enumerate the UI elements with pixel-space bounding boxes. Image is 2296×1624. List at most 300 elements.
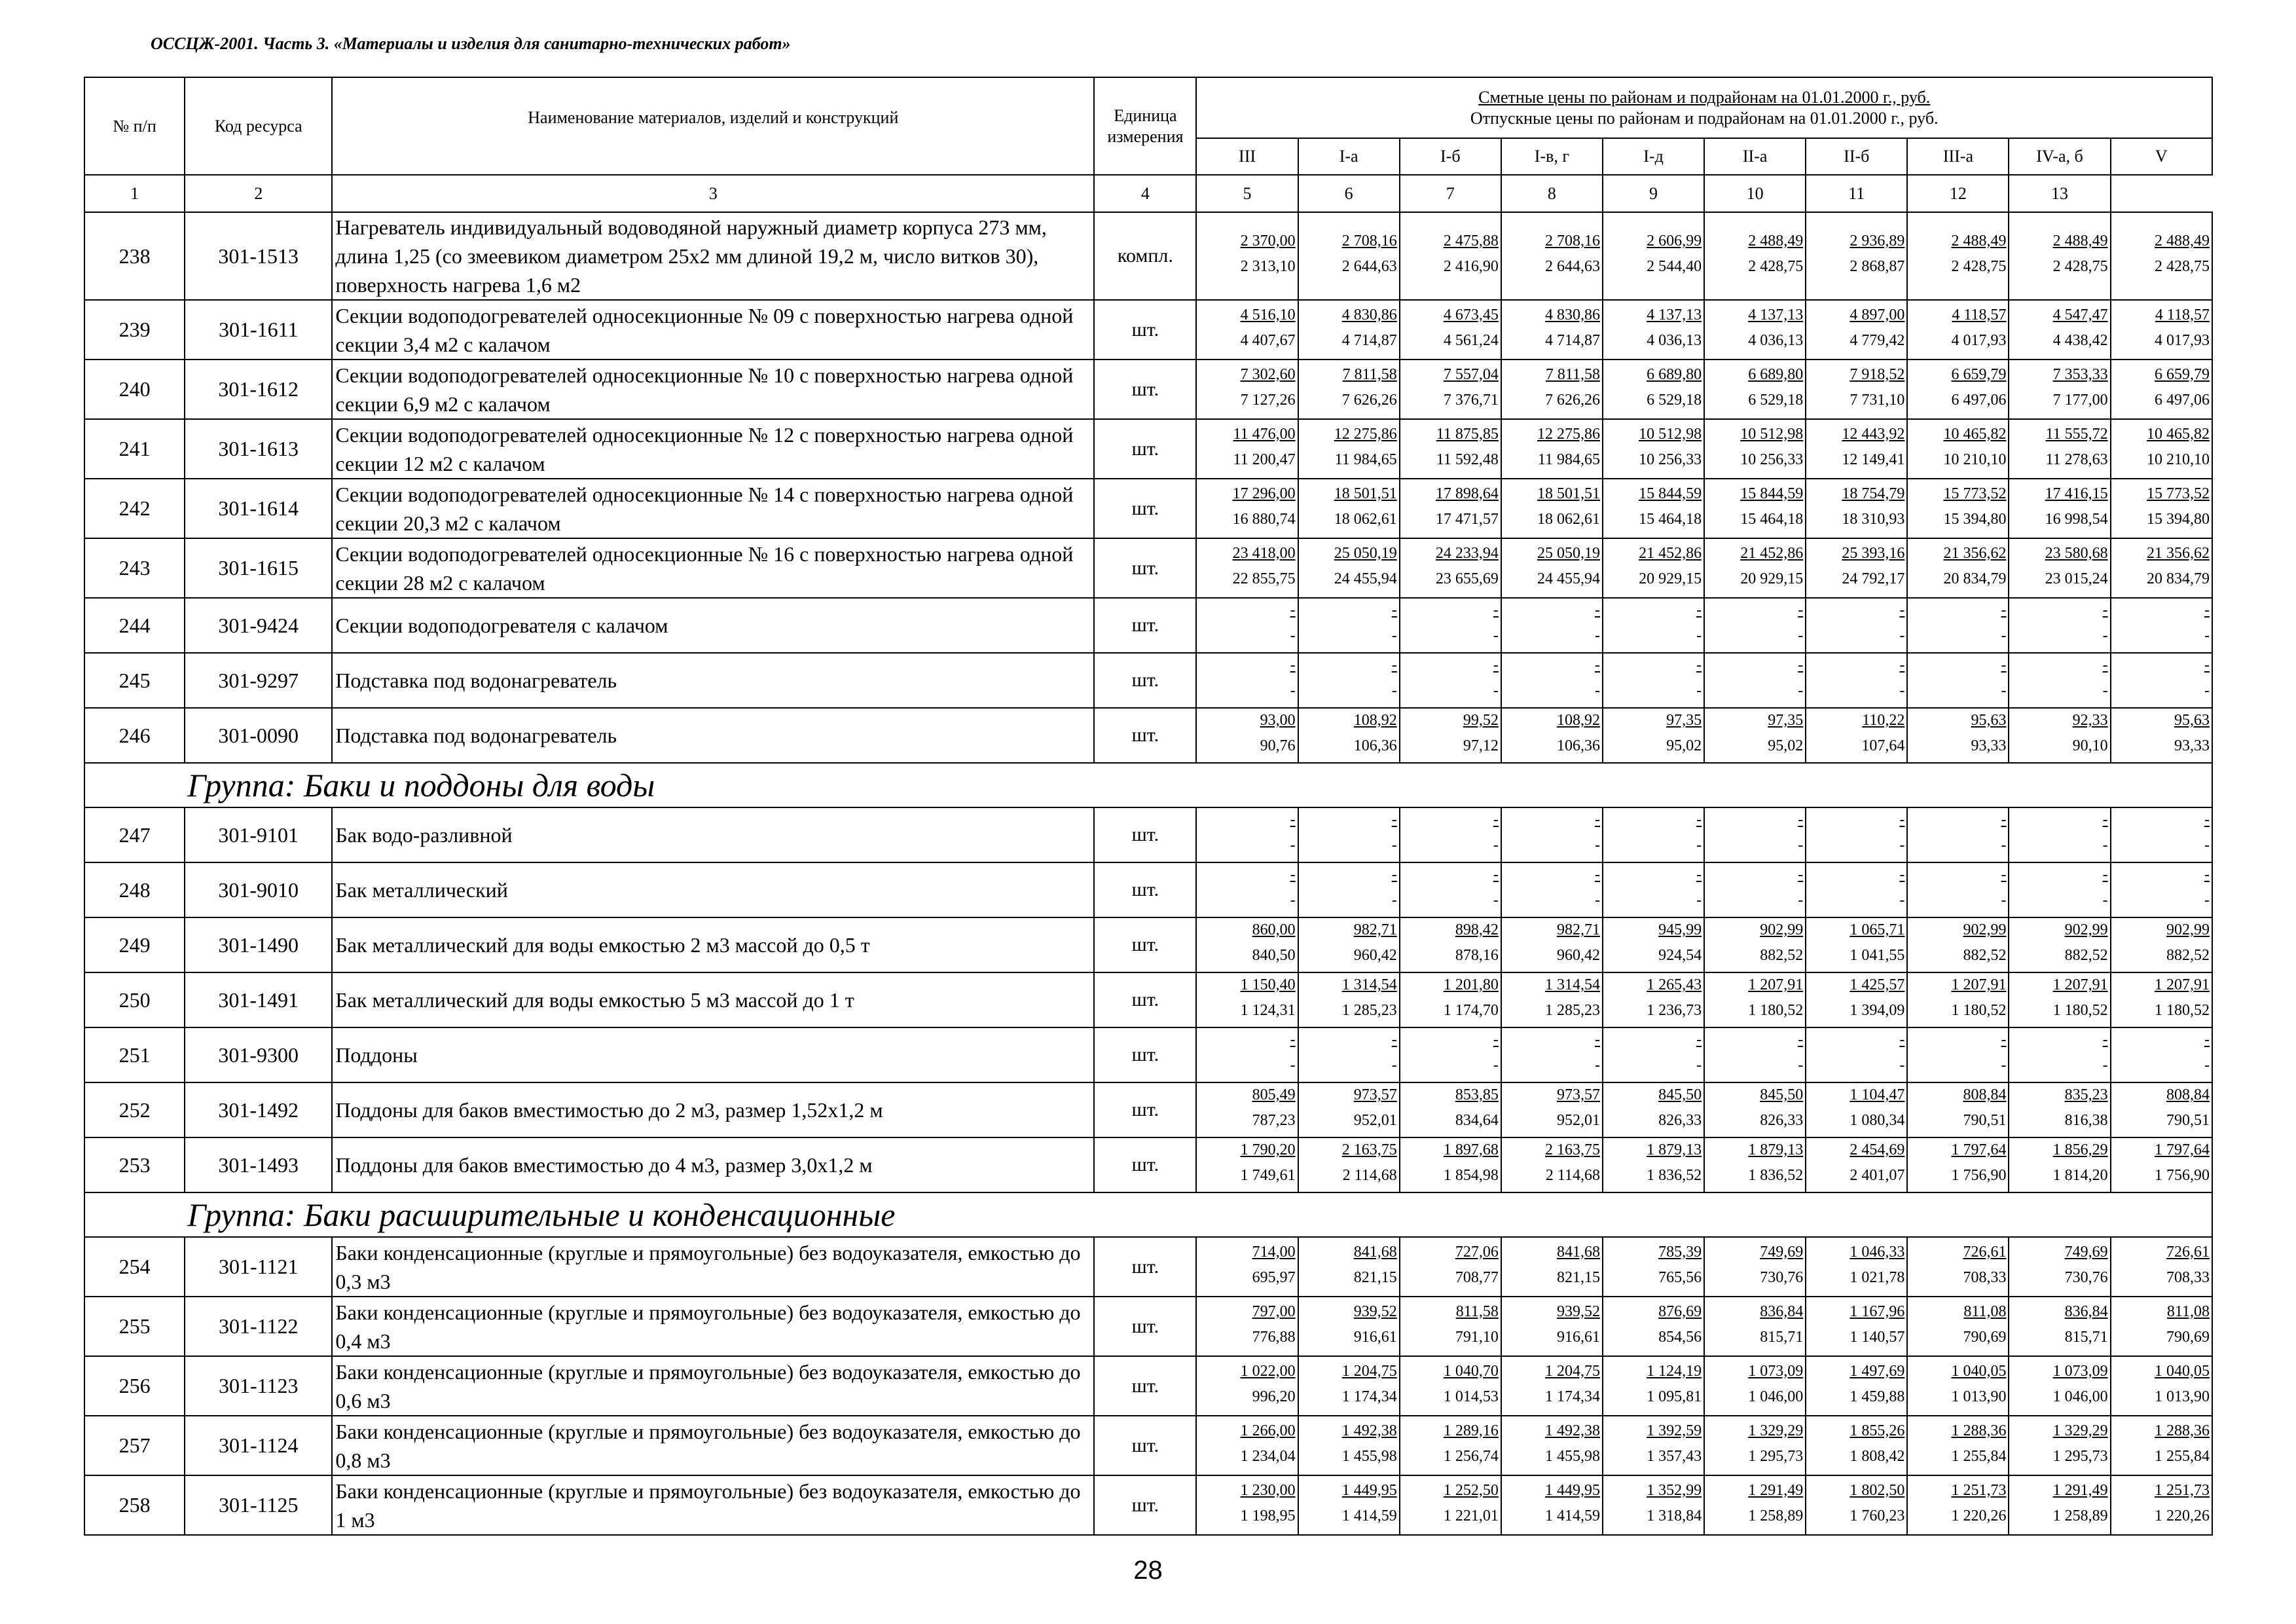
price-cell — [1907, 1082, 2009, 1137]
price-cell — [1196, 300, 1298, 360]
release-price: 18 310,93 — [1842, 510, 1905, 528]
item-name: Бак водо-разливной — [332, 807, 1094, 862]
release-price: 834,64 — [1455, 1112, 1499, 1129]
price-cell — [1603, 1416, 1704, 1475]
release-price: 765,56 — [1658, 1268, 1702, 1286]
estimated-price: 15 773,52 — [1943, 485, 2007, 502]
column-number: 6 — [1298, 175, 1400, 212]
price-cell — [1806, 1356, 1907, 1416]
price-cell — [1196, 862, 1298, 917]
price-cell — [1196, 479, 1298, 538]
item-name: Секции водоподогревателей односекционные № 14 с поверхностью нагрева одной секции 20,3 м2 с калачом — [332, 479, 1094, 538]
release-price: - — [2001, 837, 2007, 854]
group-row — [84, 1192, 2212, 1237]
estimated-price: 835,23 — [2064, 1086, 2108, 1103]
table-row — [84, 1416, 2212, 1475]
price-cell — [1603, 1356, 1704, 1416]
price-cell — [1196, 807, 1298, 862]
estimated-price: 23 418,00 — [1232, 544, 1296, 562]
estimated-price: - — [2102, 602, 2108, 619]
price-cell — [1501, 972, 1603, 1027]
estimated-price: 1 167,96 — [1850, 1302, 1905, 1320]
price-cell — [1603, 807, 1704, 862]
unit-of-measure: шт. — [1094, 538, 1196, 598]
price-cell — [1603, 1027, 1704, 1082]
price-cell — [1298, 1356, 1400, 1416]
price-cell — [1400, 1237, 1501, 1297]
item-name: Баки конденсационные (круглые и прямоугольные) без водоуказателя, емкостью до 0,8 м3 — [332, 1416, 1094, 1475]
release-price: 11 200,47 — [1233, 451, 1296, 468]
release-price: 1 234,04 — [1240, 1447, 1296, 1465]
release-price: - — [1290, 682, 1296, 699]
price-cell — [1298, 479, 1400, 538]
release-price: 93,33 — [1971, 737, 2007, 754]
price-cell — [1603, 1082, 1704, 1137]
release-price: 6 497,06 — [2155, 391, 2210, 409]
estimated-price: 17 416,15 — [2045, 485, 2108, 502]
release-price: 882,52 — [2064, 947, 2108, 964]
release-price: 24 455,94 — [1334, 570, 1397, 587]
release-price: 10 256,33 — [1740, 451, 1804, 468]
price-cell — [1400, 1475, 1501, 1535]
estimated-price: 1 897,68 — [1443, 1141, 1499, 1158]
price-cell — [1400, 708, 1501, 763]
estimated-price: 1 073,09 — [1748, 1362, 1804, 1380]
price-cell — [1196, 538, 1298, 598]
estimated-price: - — [1696, 811, 1702, 828]
price-cell — [1196, 1416, 1298, 1475]
estimated-price: 1 207,91 — [2155, 976, 2210, 993]
release-price: 1 080,34 — [1850, 1112, 1905, 1129]
estimated-price: - — [1899, 1031, 1905, 1048]
release-price: 17 471,57 — [1435, 510, 1499, 528]
release-price: 23 015,24 — [2045, 570, 2108, 587]
estimated-price: 939,52 — [1556, 1302, 1600, 1320]
region-header: III — [1196, 138, 1298, 175]
row-number: 245 — [84, 653, 185, 708]
release-price: 878,16 — [1455, 947, 1499, 964]
release-price: - — [1290, 1057, 1296, 1074]
estimated-price: - — [1696, 602, 1702, 619]
price-cell — [1298, 1297, 1400, 1356]
price-cell — [1501, 708, 1603, 763]
release-price: 2 428,75 — [2052, 258, 2108, 275]
estimated-price: 841,68 — [1556, 1243, 1600, 1261]
release-price: 790,69 — [2166, 1328, 2210, 1346]
item-name: Поддоны для баков вместимостью до 2 м3, размер 1,52х1,2 м — [332, 1082, 1094, 1137]
table-row — [84, 1356, 2212, 1416]
price-cell — [1907, 653, 2009, 708]
estimated-price: 902,99 — [1963, 921, 2007, 938]
estimated-price: 805,49 — [1252, 1086, 1296, 1103]
estimated-price: 811,08 — [1963, 1302, 2007, 1320]
item-name: Бак металлический — [332, 862, 1094, 917]
release-price: - — [1899, 892, 1905, 909]
price-cell — [1704, 862, 1806, 917]
table-row — [84, 1082, 2212, 1137]
price-cell — [1907, 538, 2009, 598]
release-price: - — [2102, 627, 2108, 644]
estimated-price: 21 452,86 — [1740, 544, 1804, 562]
price-cell — [1907, 708, 2009, 763]
estimated-price: 2 488,49 — [1748, 232, 1804, 249]
release-price: 16 998,54 — [2045, 510, 2108, 528]
price-cell — [1704, 1137, 1806, 1192]
estimated-price: 21 356,62 — [2147, 544, 2210, 562]
release-price: 1 221,01 — [1443, 1507, 1499, 1524]
price-cell — [2111, 972, 2212, 1027]
estimated-price: 1 040,05 — [1951, 1362, 2007, 1380]
table-row — [84, 598, 2212, 653]
item-name: Подставка под водонагреватель — [332, 653, 1094, 708]
item-name: Поддоны — [332, 1027, 1094, 1082]
unit-of-measure: шт. — [1094, 708, 1196, 763]
release-price: 776,88 — [1252, 1328, 1296, 1346]
row-number: 252 — [84, 1082, 185, 1137]
release-price: 1 295,73 — [2052, 1447, 2108, 1465]
estimated-price: 15 773,52 — [2147, 485, 2210, 502]
estimated-price: 1 207,91 — [1748, 976, 1804, 993]
release-price: - — [2102, 892, 2108, 909]
price-cell — [1806, 419, 1907, 479]
price-cell — [2111, 1416, 2212, 1475]
release-price: 730,76 — [1760, 1268, 1804, 1286]
row-number: 254 — [84, 1237, 185, 1297]
release-price: - — [1391, 1057, 1397, 1074]
price-cell — [1907, 419, 2009, 479]
price-cell — [1501, 807, 1603, 862]
release-price: 6 529,18 — [1647, 391, 1702, 409]
estimated-price: 4 830,86 — [1544, 306, 1600, 323]
release-price: - — [1899, 682, 1905, 699]
release-price: 4 438,42 — [2052, 331, 2108, 349]
col-header-name: Наименование материалов, изделий и конструкций — [332, 77, 1094, 175]
column-number: 3 — [332, 175, 1094, 212]
price-cell — [1603, 1137, 1704, 1192]
price-cell — [1704, 360, 1806, 419]
estimated-price: 10 512,98 — [1740, 425, 1804, 443]
price-cell — [1501, 1237, 1603, 1297]
price-cell — [1806, 1027, 1907, 1082]
price-cell — [1907, 212, 2009, 300]
price-cell — [2009, 360, 2110, 419]
estimated-price: 99,52 — [1463, 712, 1499, 729]
release-price: - — [1899, 1057, 1905, 1074]
estimated-price: - — [2102, 866, 2108, 883]
release-price: - — [1594, 1057, 1600, 1074]
column-number: 10 — [1704, 175, 1806, 212]
release-price: 20 929,15 — [1639, 570, 1702, 587]
item-name: Бак металлический для воды емкостью 5 м3 массой до 1 т — [332, 972, 1094, 1027]
estimated-price: 6 659,79 — [2155, 365, 2210, 383]
estimated-price: 1 879,13 — [1647, 1141, 1702, 1158]
release-price: 790,51 — [1963, 1112, 2007, 1129]
price-cell — [1298, 708, 1400, 763]
estimated-price: - — [1493, 1031, 1499, 1048]
release-price: 708,33 — [1963, 1268, 2007, 1286]
price-cell — [1806, 598, 1907, 653]
price-cell — [1806, 212, 1907, 300]
price-cell — [1196, 1297, 1298, 1356]
estimated-price: - — [1899, 657, 1905, 674]
price-cell — [1806, 1475, 1907, 1535]
release-price: 790,69 — [1963, 1328, 2007, 1346]
price-cell — [2009, 1027, 2110, 1082]
estimated-price: 2 488,49 — [2155, 232, 2210, 249]
estimated-price: 1 065,71 — [1850, 921, 1905, 938]
release-price: 708,33 — [2166, 1268, 2210, 1286]
price-cell — [1704, 917, 1806, 972]
price-cell — [1298, 419, 1400, 479]
estimated-price: - — [1391, 1031, 1397, 1048]
estimated-price: 97,35 — [1768, 712, 1804, 729]
row-number: 240 — [84, 360, 185, 419]
release-price: 15 464,18 — [1639, 510, 1702, 528]
price-cell — [1704, 212, 1806, 300]
estimated-price: 4 118,57 — [2155, 306, 2210, 323]
estimated-price: 811,08 — [2166, 1302, 2210, 1320]
column-number: 9 — [1603, 175, 1704, 212]
release-price: 7 177,00 — [2052, 391, 2108, 409]
estimated-price: 4 897,00 — [1850, 306, 1905, 323]
release-price: 11 984,65 — [1537, 451, 1600, 468]
release-price: - — [1290, 627, 1296, 644]
price-cell — [2009, 1082, 2110, 1137]
price-cell — [1907, 1137, 2009, 1192]
release-price: 1 174,34 — [1544, 1388, 1600, 1405]
row-number: 251 — [84, 1027, 185, 1082]
release-price: 1 285,23 — [1544, 1002, 1600, 1019]
price-cell — [1603, 917, 1704, 972]
estimated-price: 1 204,75 — [1341, 1362, 1397, 1380]
estimated-price: 973,57 — [1556, 1086, 1600, 1103]
release-price: 2 644,63 — [1544, 258, 1600, 275]
region-header: I-д — [1603, 138, 1704, 175]
release-price: 916,61 — [1353, 1328, 1397, 1346]
price-cell — [1400, 1356, 1501, 1416]
price-cell — [2009, 419, 2110, 479]
price-cell — [1501, 419, 1603, 479]
release-price: 10 256,33 — [1639, 451, 1702, 468]
release-price: 1 014,53 — [1443, 1388, 1499, 1405]
price-cell — [2009, 1297, 2110, 1356]
price-cell — [1196, 1082, 1298, 1137]
region-header: V — [2111, 138, 2212, 175]
release-price: 15 464,18 — [1740, 510, 1804, 528]
price-cell — [1806, 1297, 1907, 1356]
table-row — [84, 360, 2212, 419]
estimated-price: 12 443,92 — [1842, 425, 1905, 443]
estimated-price: 95,63 — [1971, 712, 2007, 729]
estimated-price: 4 137,13 — [1748, 306, 1804, 323]
release-price: 854,56 — [1658, 1328, 1702, 1346]
price-cell — [2009, 1356, 2110, 1416]
group-row — [84, 763, 2212, 807]
price-cell — [1196, 1137, 1298, 1192]
estimated-price: 1 289,16 — [1443, 1422, 1499, 1439]
release-price: 1 255,84 — [2155, 1447, 2210, 1465]
estimated-price: 898,42 — [1455, 921, 1499, 938]
price-cell — [1298, 862, 1400, 917]
estimated-price: 1 797,64 — [2155, 1141, 2210, 1158]
estimated-price: 1 802,50 — [1850, 1481, 1905, 1499]
release-price: 1 808,42 — [1850, 1447, 1905, 1465]
release-price: 4 036,13 — [1647, 331, 1702, 349]
release-price: 1 258,89 — [1748, 1507, 1804, 1524]
release-price: 1 854,98 — [1443, 1167, 1499, 1184]
release-price: 1 459,88 — [1850, 1388, 1905, 1405]
estimated-price: 845,50 — [1760, 1086, 1804, 1103]
release-price: - — [1493, 1057, 1499, 1074]
release-price: 2 428,75 — [2155, 258, 2210, 275]
price-cell — [1603, 538, 1704, 598]
estimated-price: - — [1594, 602, 1600, 619]
release-price: 90,10 — [2072, 737, 2108, 754]
estimated-price: 1 204,75 — [1544, 1362, 1600, 1380]
row-number: 250 — [84, 972, 185, 1027]
price-cell — [1501, 1356, 1603, 1416]
estimated-price: 836,84 — [2064, 1302, 2108, 1320]
price-cell — [1907, 972, 2009, 1027]
price-cell — [1501, 479, 1603, 538]
release-price: 1 124,31 — [1240, 1002, 1296, 1019]
estimated-price: - — [1899, 866, 1905, 883]
estimated-price: 15 844,59 — [1639, 485, 1702, 502]
estimated-price: - — [1798, 866, 1804, 883]
column-number: 8 — [1501, 175, 1603, 212]
price-cell — [1298, 300, 1400, 360]
price-cell — [1196, 598, 1298, 653]
table-row — [84, 708, 2212, 763]
release-price: 1 756,90 — [1951, 1167, 2007, 1184]
table-row — [84, 212, 2212, 300]
estimated-price: 4 673,45 — [1443, 306, 1499, 323]
item-name: Баки конденсационные (круглые и прямоугольные) без водоуказателя, емкостью до 0,3 м3 — [332, 1237, 1094, 1297]
release-price: 10 210,10 — [1943, 451, 2007, 468]
price-cell — [1298, 598, 1400, 653]
release-price: 2 401,07 — [1850, 1167, 1905, 1184]
price-cell — [1806, 300, 1907, 360]
price-cell — [1196, 1027, 1298, 1082]
estimated-price: 1 314,54 — [1341, 976, 1397, 993]
release-price: 1 455,98 — [1341, 1447, 1397, 1465]
table-row — [84, 419, 2212, 479]
release-price: 1 041,55 — [1850, 947, 1905, 964]
resource-code: 301-1492 — [185, 1082, 332, 1137]
price-cell — [1704, 419, 1806, 479]
price-cell — [1501, 538, 1603, 598]
price-cell — [1501, 653, 1603, 708]
row-number: 255 — [84, 1297, 185, 1356]
price-cell — [1400, 1297, 1501, 1356]
price-cell — [1400, 538, 1501, 598]
price-cell — [1298, 212, 1400, 300]
estimated-price: 10 465,82 — [1943, 425, 2007, 443]
price-cell — [2009, 653, 2110, 708]
prices-header-release: Отпускные цены по районам и подрайонам на 01.01.2000 г., руб. — [1470, 108, 1939, 128]
price-cell — [2111, 1137, 2212, 1192]
price-cell — [1196, 917, 1298, 972]
row-number: 243 — [84, 538, 185, 598]
release-price: - — [2102, 682, 2108, 699]
estimated-price: 714,00 — [1252, 1243, 1296, 1261]
release-price: 996,20 — [1252, 1388, 1296, 1405]
release-price: 106,36 — [1353, 737, 1397, 754]
release-price: - — [1594, 627, 1600, 644]
price-cell — [1907, 1297, 2009, 1356]
price-cell — [1400, 300, 1501, 360]
price-cell — [1501, 1027, 1603, 1082]
estimated-price: 7 918,52 — [1850, 365, 1905, 383]
row-number: 242 — [84, 479, 185, 538]
estimated-price: 25 050,19 — [1537, 544, 1600, 562]
estimated-price: 15 844,59 — [1740, 485, 1804, 502]
resource-code: 301-1124 — [185, 1416, 332, 1475]
price-cell — [1603, 653, 1704, 708]
price-cell — [1806, 1416, 1907, 1475]
item-name: Бак металлический для воды емкостью 2 м3 массой до 0,5 т — [332, 917, 1094, 972]
release-price: 106,36 — [1556, 737, 1600, 754]
estimated-price: - — [1899, 811, 1905, 828]
resource-code: 301-1491 — [185, 972, 332, 1027]
price-cell — [1806, 1237, 1907, 1297]
price-cell — [1400, 479, 1501, 538]
item-name: Баки конденсационные (круглые и прямоугольные) без водоуказателя, емкостью до 0,4 м3 — [332, 1297, 1094, 1356]
estimated-price: - — [1696, 866, 1702, 883]
price-cell — [2009, 972, 2110, 1027]
release-price: 695,97 — [1252, 1268, 1296, 1286]
release-price: - — [1391, 892, 1397, 909]
release-price: 1 256,74 — [1443, 1447, 1499, 1465]
estimated-price: 6 689,80 — [1647, 365, 1702, 383]
estimated-price: 18 754,79 — [1842, 485, 1905, 502]
release-price: 2 644,63 — [1341, 258, 1397, 275]
release-price: 840,50 — [1252, 947, 1296, 964]
row-number: 239 — [84, 300, 185, 360]
estimated-price: 1 040,05 — [2155, 1362, 2210, 1380]
row-number: 244 — [84, 598, 185, 653]
estimated-price: 6 689,80 — [1748, 365, 1804, 383]
col-header-code: Код ресурса — [185, 77, 332, 175]
price-cell — [2009, 917, 2110, 972]
release-price: 7 626,26 — [1341, 391, 1397, 409]
table-row — [84, 807, 2212, 862]
resource-code: 301-1490 — [185, 917, 332, 972]
price-cell — [2111, 1475, 2212, 1535]
release-price: 6 497,06 — [1951, 391, 2007, 409]
release-price: 2 313,10 — [1240, 258, 1296, 275]
release-price: 815,71 — [1760, 1328, 1804, 1346]
estimated-price: 1 314,54 — [1544, 976, 1600, 993]
resource-code: 301-1613 — [185, 419, 332, 479]
unit-of-measure: шт. — [1094, 1297, 1196, 1356]
unit-of-measure: шт. — [1094, 917, 1196, 972]
price-cell — [1603, 598, 1704, 653]
release-price: - — [1798, 682, 1804, 699]
release-price: 1 836,52 — [1748, 1167, 1804, 1184]
price-cell — [2111, 479, 2212, 538]
release-price: - — [1594, 837, 1600, 854]
release-price: - — [1696, 1057, 1702, 1074]
column-number: 2 — [185, 175, 332, 212]
item-name: Секции водоподогревателей односекционные № 10 с поверхностью нагрева одной секции 6,9 м2 с калачом — [332, 360, 1094, 419]
estimated-price: 2 488,49 — [1951, 232, 2007, 249]
price-cell — [1603, 1475, 1704, 1535]
price-cell — [2111, 300, 2212, 360]
release-price: 1 140,57 — [1850, 1328, 1905, 1346]
release-price: 1 174,34 — [1341, 1388, 1397, 1405]
price-cell — [2111, 917, 2212, 972]
